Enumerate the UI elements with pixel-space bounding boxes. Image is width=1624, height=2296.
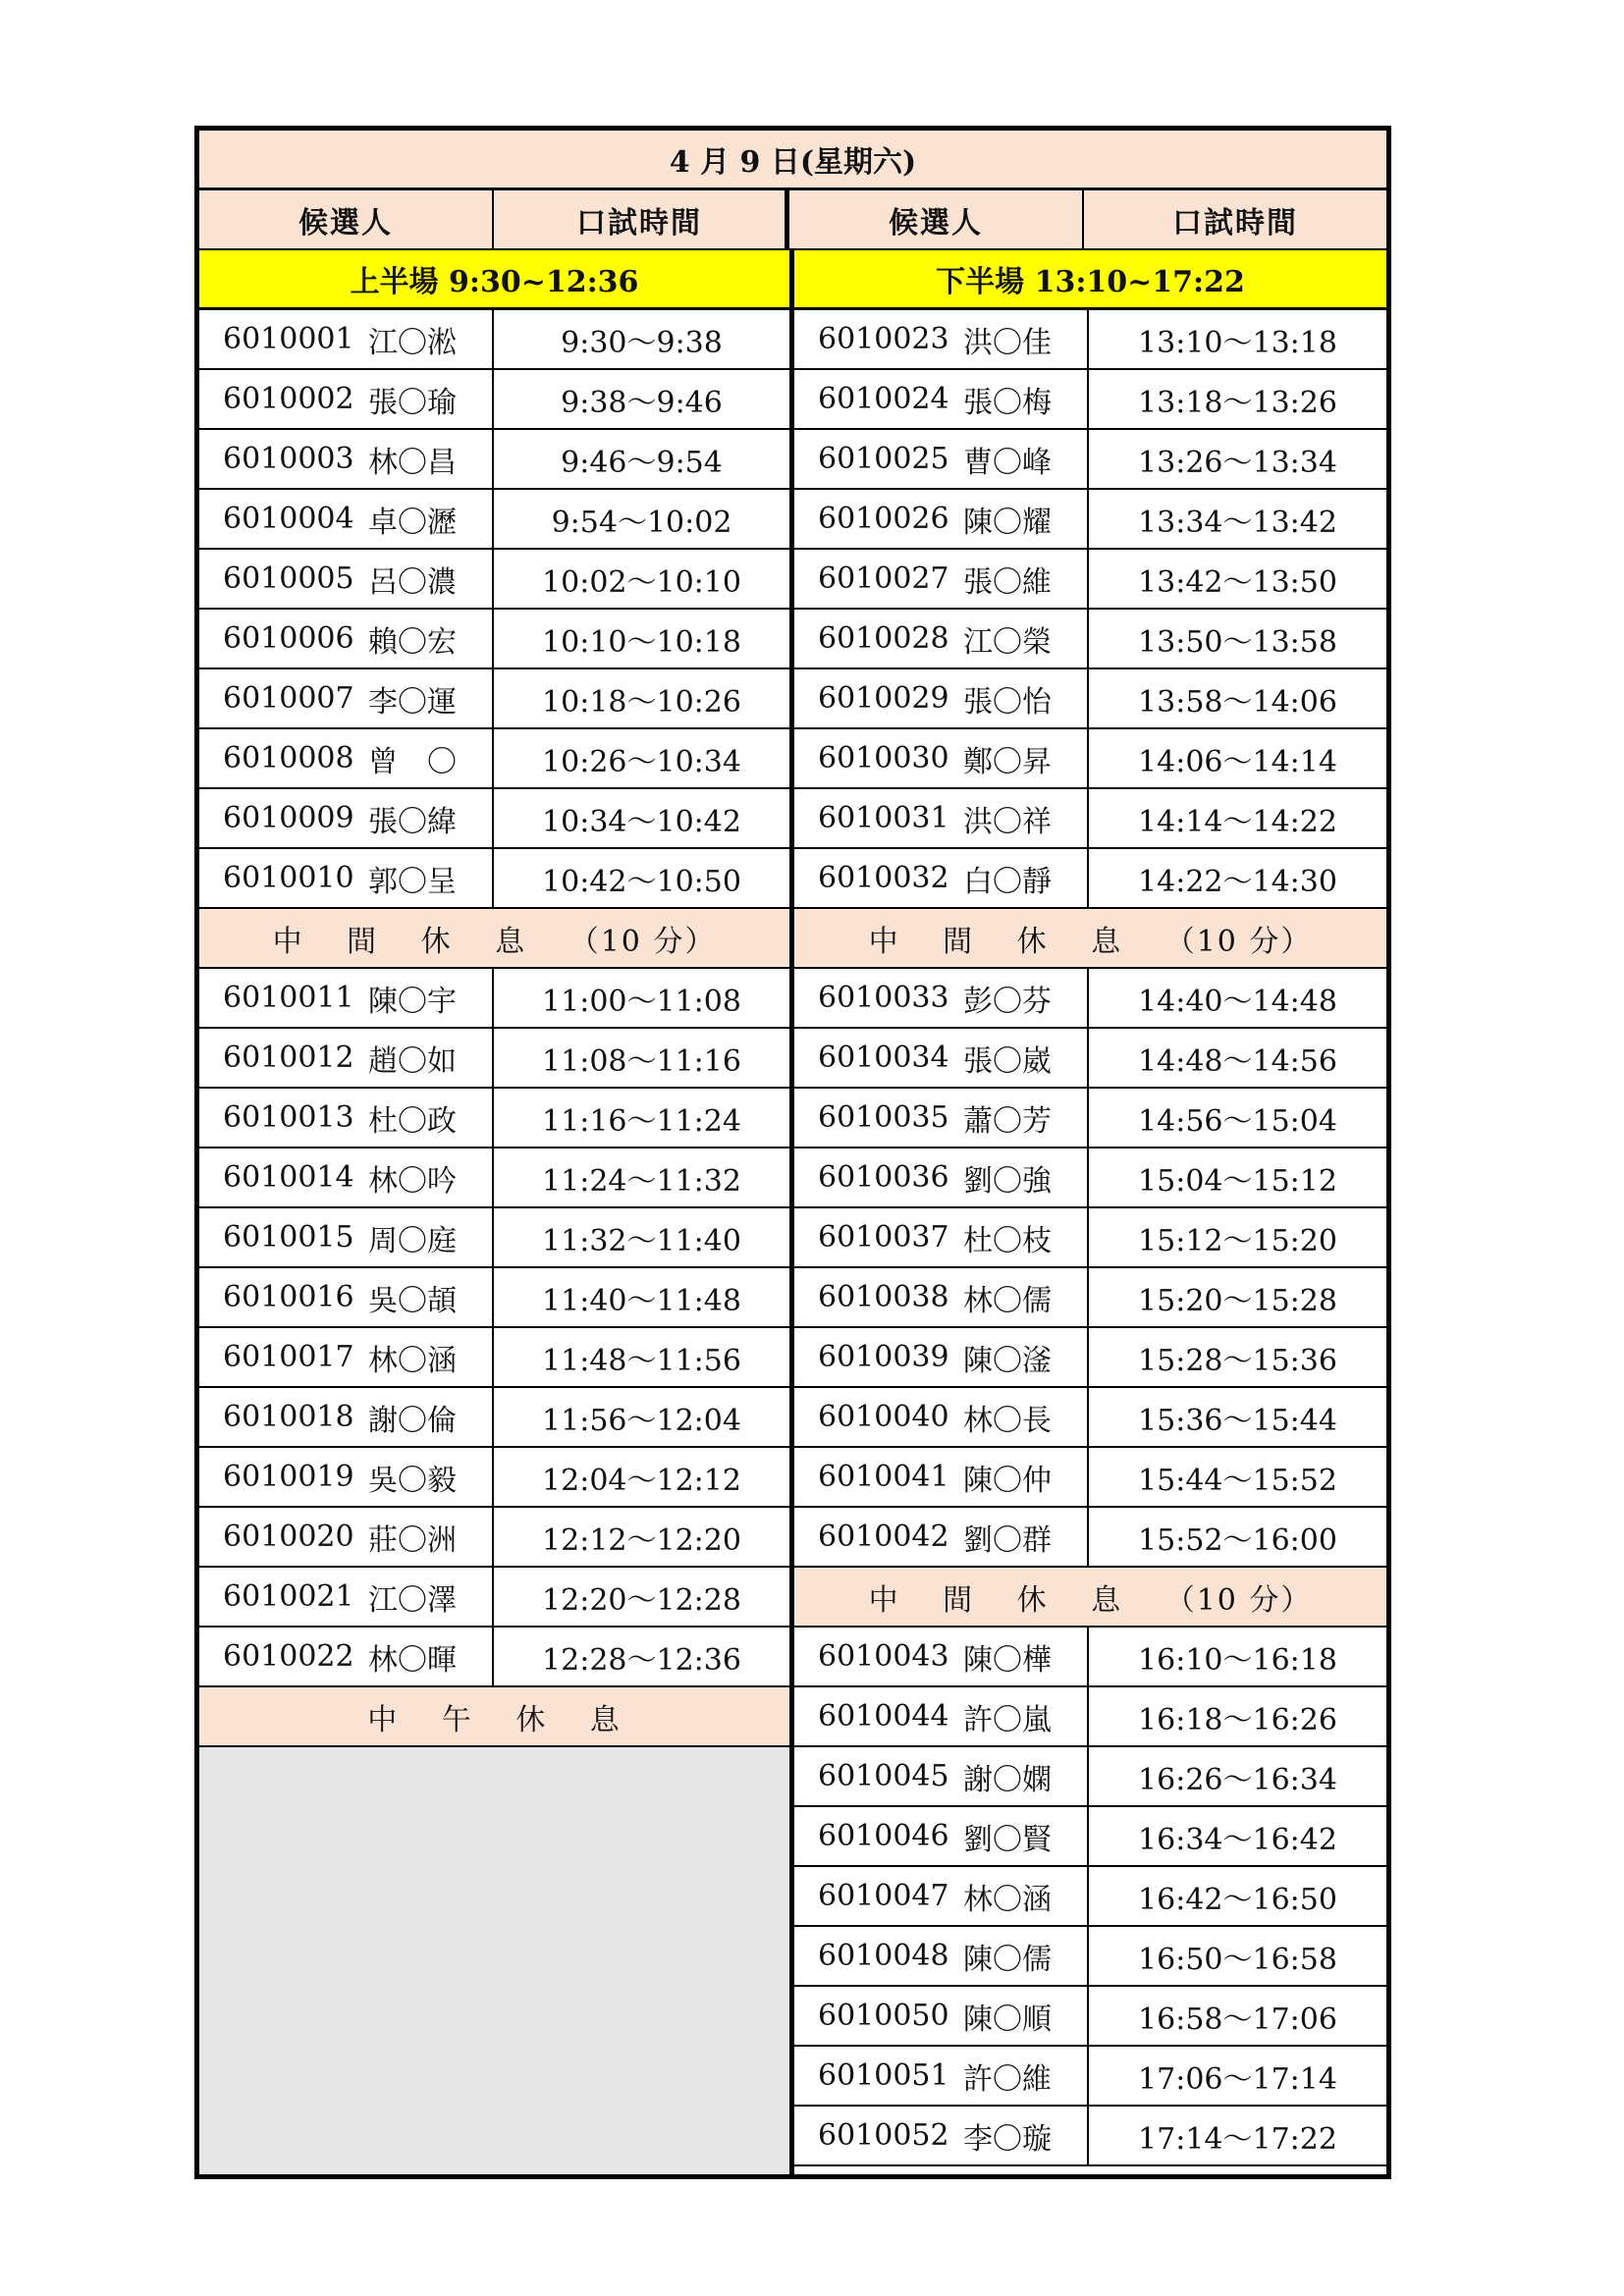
interview-time: 11:08～11:16 [542, 1043, 741, 1079]
candidate-cell [794, 1089, 1089, 1147]
interview-time: 9:46～9:54 [561, 445, 723, 480]
candidate-name: 莊〇洲 [368, 1522, 457, 1558]
candidate-name: 周〇庭 [368, 1223, 457, 1258]
table-row [794, 1508, 1386, 1568]
candidate-name: 江〇淞 [368, 325, 457, 360]
candidate-name: 陳〇仲 [963, 1463, 1052, 1498]
candidate-cell [794, 669, 1089, 727]
table-row [794, 1148, 1386, 1208]
break-row: 中 午 休 息 [199, 1687, 789, 1747]
candidate-name: 林〇暉 [368, 1642, 457, 1678]
interview-time: 13:50～13:58 [1138, 624, 1337, 660]
candidate-id: 6010003 [223, 442, 354, 476]
table-row [199, 1328, 789, 1388]
table-row [794, 1448, 1386, 1508]
table-row [199, 669, 789, 729]
interview-time: 16:18～16:26 [1138, 1702, 1337, 1737]
candidate-id: 6010052 [818, 2118, 949, 2153]
candidate-cell [199, 310, 494, 368]
candidate-name: 張〇維 [963, 564, 1052, 600]
candidate-name: 蕭〇芳 [963, 1103, 1052, 1139]
interview-time: 10:34～10:42 [542, 804, 741, 839]
candidate-id: 6010040 [818, 1400, 949, 1434]
table-row [794, 1927, 1386, 1987]
interview-time: 13:26～13:34 [1138, 445, 1337, 480]
candidate-name: 林〇昌 [368, 445, 457, 480]
candidate-name: 呂〇濃 [368, 564, 457, 600]
candidate-cell [794, 1208, 1089, 1266]
candidate-cell [794, 370, 1089, 428]
interview-time: 15:04～15:12 [1138, 1163, 1337, 1199]
interview-time: 15:28～15:36 [1138, 1343, 1337, 1378]
interview-time: 11:00～11:08 [542, 984, 741, 1019]
table-row [794, 849, 1386, 909]
candidate-cell [794, 1867, 1089, 1925]
candidate-cell [794, 1807, 1089, 1865]
candidate-name: 張〇怡 [963, 684, 1052, 720]
table-row [794, 1807, 1386, 1867]
candidate-cell [794, 969, 1089, 1027]
table-row [199, 1148, 789, 1208]
interview-time: 10:10～10:18 [542, 624, 741, 660]
interview-time: 15:44～15:52 [1138, 1463, 1337, 1498]
interview-time: 15:12～15:20 [1138, 1223, 1337, 1258]
candidate-id: 6010006 [223, 621, 354, 656]
candidate-name: 杜〇政 [368, 1103, 457, 1139]
candidate-name: 林〇儒 [963, 1283, 1052, 1318]
table-row [199, 490, 789, 550]
interview-time: 16:10～16:18 [1138, 1642, 1337, 1678]
candidate-cell [794, 550, 1089, 608]
break-row: 中 間 休 息 （10 分） [794, 1568, 1386, 1628]
candidate-name: 陳〇滏 [963, 1343, 1052, 1378]
candidate-cell [794, 490, 1089, 548]
interview-time: 17:14～17:22 [1138, 2121, 1337, 2157]
candidate-name: 林〇涵 [368, 1343, 457, 1378]
candidate-id: 6010051 [818, 2058, 949, 2093]
candidate-cell [794, 430, 1089, 488]
interview-time: 10:18～10:26 [542, 684, 741, 720]
interview-time: 11:24～11:32 [542, 1163, 741, 1199]
interview-time: 16:34～16:42 [1138, 1822, 1337, 1857]
interview-time: 14:22～14:30 [1138, 864, 1337, 899]
candidate-id: 6010048 [818, 1939, 949, 1973]
table-row [794, 669, 1386, 729]
table-row [199, 729, 789, 789]
interview-time: 14:14～14:22 [1138, 804, 1337, 839]
candidate-cell [794, 1687, 1089, 1745]
candidate-cell [794, 1927, 1089, 1985]
interview-time: 12:28～12:36 [542, 1642, 741, 1678]
candidate-name: 陳〇宇 [368, 984, 457, 1019]
candidate-name: 曾 〇 [368, 744, 457, 779]
interview-time: 15:36～15:44 [1138, 1403, 1337, 1438]
candidate-id: 6010015 [223, 1220, 354, 1255]
candidate-name: 張〇崴 [963, 1043, 1052, 1079]
candidate-cell [199, 610, 494, 667]
candidate-name: 陳〇儒 [963, 1942, 1052, 1977]
candidate-id: 6010038 [818, 1280, 949, 1314]
empty-area [199, 1747, 789, 2174]
table-row [199, 310, 789, 370]
candidate-id: 6010012 [223, 1041, 354, 1075]
interview-time: 16:58～17:06 [1138, 2002, 1337, 2037]
candidate-id: 6010043 [818, 1639, 949, 1674]
table-row [199, 1388, 789, 1448]
candidate-name: 劉〇強 [963, 1163, 1052, 1199]
afternoon-column [794, 310, 1386, 2174]
candidate-id: 6010016 [223, 1280, 354, 1314]
header-time-left: 口試時間 [494, 190, 789, 250]
candidate-cell [794, 1388, 1089, 1446]
interview-time: 13:10～13:18 [1138, 325, 1337, 360]
candidate-id: 6010029 [818, 681, 949, 716]
candidate-id: 6010024 [818, 382, 949, 416]
candidate-cell [794, 1268, 1089, 1326]
candidate-id: 6010046 [818, 1819, 949, 1853]
header-candidate-right: 候選人 [789, 190, 1084, 250]
table-row [199, 1268, 789, 1328]
candidate-name: 洪〇祥 [963, 804, 1052, 839]
table-row [794, 1687, 1386, 1747]
candidate-name: 劉〇賢 [963, 1822, 1052, 1857]
candidate-name: 謝〇嫻 [963, 1762, 1052, 1797]
candidate-name: 陳〇耀 [963, 505, 1052, 540]
candidate-id: 6010037 [818, 1220, 949, 1255]
candidate-id: 6010021 [223, 1579, 354, 1614]
interview-time: 13:42～13:50 [1138, 564, 1337, 600]
table-row [794, 310, 1386, 370]
table-row [794, 430, 1386, 490]
interview-time: 14:56～15:04 [1138, 1103, 1337, 1139]
candidate-name: 曹〇峰 [963, 445, 1052, 480]
candidate-cell [199, 729, 494, 787]
candidate-id: 6010001 [223, 322, 354, 356]
table-row [794, 1029, 1386, 1089]
candidate-id: 6010026 [818, 502, 949, 536]
candidate-name: 卓〇瀝 [368, 505, 457, 540]
interview-time: 9:54～10:02 [551, 505, 732, 540]
candidate-id: 6010044 [818, 1699, 949, 1734]
table-row [794, 729, 1386, 789]
table-row [794, 1089, 1386, 1148]
candidate-name: 林〇長 [963, 1403, 1052, 1438]
header-candidate-left: 候選人 [199, 190, 494, 250]
table-row [199, 1568, 789, 1628]
candidate-name: 杜〇枝 [963, 1223, 1052, 1258]
interview-time: 13:34～13:42 [1138, 505, 1337, 540]
table-row [199, 849, 789, 909]
candidate-cell [794, 610, 1089, 667]
table-row [794, 1628, 1386, 1687]
header-time-right: 口試時間 [1084, 190, 1386, 250]
candidate-name: 江〇澤 [368, 1582, 457, 1618]
candidate-id: 6010031 [818, 801, 949, 835]
candidate-cell [794, 1747, 1089, 1805]
candidate-cell [199, 969, 494, 1027]
candidate-cell [794, 1148, 1089, 1206]
candidate-cell [199, 1089, 494, 1147]
table-row [794, 2107, 1386, 2166]
interview-time: 12:12～12:20 [542, 1522, 741, 1558]
table-row [794, 969, 1386, 1029]
interview-time: 14:06～14:14 [1138, 744, 1337, 779]
candidate-name: 彭〇芬 [963, 984, 1052, 1019]
candidate-name: 劉〇群 [963, 1522, 1052, 1558]
candidate-id: 6010017 [223, 1340, 354, 1374]
table-row [794, 370, 1386, 430]
candidate-name: 白〇靜 [963, 864, 1052, 899]
interview-time: 11:32～11:40 [542, 1223, 741, 1258]
candidate-id: 6010013 [223, 1100, 354, 1135]
candidate-id: 6010019 [223, 1460, 354, 1494]
interview-time: 15:20～15:28 [1138, 1283, 1337, 1318]
candidate-cell [199, 1268, 494, 1326]
candidate-id: 6010023 [818, 322, 949, 356]
candidate-id: 6010045 [818, 1759, 949, 1793]
candidate-id: 6010014 [223, 1160, 354, 1195]
candidate-name: 洪〇佳 [963, 325, 1052, 360]
interview-time: 12:04～12:12 [542, 1463, 741, 1498]
table-row [199, 1508, 789, 1568]
interview-time: 11:16～11:24 [542, 1103, 741, 1139]
table-row [794, 1328, 1386, 1388]
interview-time: 10:26～10:34 [542, 744, 741, 779]
candidate-cell [199, 370, 494, 428]
interview-time: 11:48～11:56 [542, 1343, 741, 1378]
interview-time: 12:20～12:28 [542, 1582, 741, 1618]
table-row [794, 1987, 1386, 2047]
candidate-cell [199, 1148, 494, 1206]
candidate-cell [199, 490, 494, 548]
candidate-id: 6010008 [223, 741, 354, 775]
candidate-cell [794, 1628, 1089, 1685]
interview-time: 17:06～17:14 [1138, 2061, 1337, 2097]
table-row [794, 490, 1386, 550]
candidate-cell [794, 310, 1089, 368]
candidate-id: 6010032 [818, 861, 949, 895]
table-row [794, 610, 1386, 669]
candidate-id: 6010011 [223, 981, 354, 1015]
interview-time: 10:02～10:10 [542, 564, 741, 600]
interview-time: 14:40～14:48 [1138, 984, 1337, 1019]
candidate-id: 6010047 [818, 1879, 949, 1913]
candidate-id: 6010022 [223, 1639, 354, 1674]
candidate-id: 6010028 [818, 621, 949, 656]
candidate-cell [794, 849, 1089, 907]
interview-time: 14:48～14:56 [1138, 1043, 1337, 1079]
candidate-name: 林〇吟 [368, 1163, 457, 1199]
candidate-id: 6010030 [818, 741, 949, 775]
interview-time: 13:18～13:26 [1138, 385, 1337, 420]
candidate-cell [199, 1568, 494, 1626]
interview-time: 16:42～16:50 [1138, 1882, 1337, 1917]
candidate-id: 6010007 [223, 681, 354, 716]
candidate-cell [199, 1029, 494, 1087]
candidate-name: 陳〇樺 [963, 1642, 1052, 1678]
interview-time: 13:58～14:06 [1138, 684, 1337, 720]
candidate-cell [199, 1508, 494, 1566]
candidate-id: 6010009 [223, 801, 354, 835]
interview-time: 16:50～16:58 [1138, 1942, 1337, 1977]
candidate-name: 林〇涵 [963, 1882, 1052, 1917]
interview-time: 15:52～16:00 [1138, 1522, 1337, 1558]
candidate-id: 6010002 [223, 382, 354, 416]
candidate-cell [199, 1448, 494, 1506]
candidate-name: 謝〇倫 [368, 1403, 457, 1438]
candidate-name: 陳〇順 [963, 2002, 1052, 2037]
candidate-cell [794, 2047, 1089, 2105]
candidate-cell [199, 1628, 494, 1685]
candidate-cell [794, 1508, 1089, 1566]
candidate-id: 6010039 [818, 1340, 949, 1374]
candidate-id: 6010004 [223, 502, 354, 536]
session-morning: 上半場 9:30~12:36 [199, 250, 794, 310]
candidate-name: 江〇榮 [963, 624, 1052, 660]
candidate-name: 趙〇如 [368, 1043, 457, 1079]
candidate-cell [794, 2107, 1089, 2164]
table-row [199, 1208, 789, 1268]
candidate-cell [199, 669, 494, 727]
candidate-name: 許〇維 [963, 2061, 1052, 2097]
candidate-cell [199, 430, 494, 488]
candidate-cell [199, 1388, 494, 1446]
candidate-name: 吳〇頡 [368, 1283, 457, 1318]
schedule-table [194, 126, 1391, 2179]
candidate-id: 6010018 [223, 1400, 354, 1434]
candidate-name: 鄭〇昇 [963, 744, 1052, 779]
candidate-name: 許〇嵐 [963, 1702, 1052, 1737]
candidate-cell [794, 1448, 1089, 1506]
table-row [199, 430, 789, 490]
table-row [199, 789, 789, 849]
break-row: 中 間 休 息 （10 分） [794, 909, 1386, 969]
candidate-cell [794, 729, 1089, 787]
table-row [794, 1747, 1386, 1807]
candidate-id: 6010020 [223, 1520, 354, 1554]
candidate-name: 吳〇毅 [368, 1463, 457, 1498]
candidate-cell [199, 1328, 494, 1386]
candidate-id: 6010033 [818, 981, 949, 1015]
candidate-name: 李〇璇 [963, 2121, 1052, 2157]
interview-time: 9:38～9:46 [561, 385, 723, 420]
candidate-id: 6010025 [818, 442, 949, 476]
candidate-name: 賴〇宏 [368, 624, 457, 660]
table-row [794, 2047, 1386, 2107]
table-row [199, 1029, 789, 1089]
candidate-cell [794, 789, 1089, 847]
table-row [199, 1089, 789, 1148]
candidate-cell [794, 1987, 1089, 2045]
morning-column [199, 310, 794, 2174]
table-row [199, 1448, 789, 1508]
table-row [794, 1268, 1386, 1328]
header-row [199, 190, 1386, 250]
interview-time: 10:42～10:50 [542, 864, 741, 899]
table-row [199, 969, 789, 1029]
table-row [199, 370, 789, 430]
table-row [794, 1208, 1386, 1268]
candidate-id: 6010036 [818, 1160, 949, 1195]
candidate-id: 6010035 [818, 1100, 949, 1135]
candidate-name: 張〇瑜 [368, 385, 457, 420]
candidate-id: 6010005 [223, 561, 354, 596]
candidate-name: 郭〇呈 [368, 864, 457, 899]
table-row [199, 1628, 789, 1687]
candidate-cell [199, 550, 494, 608]
candidate-cell [199, 849, 494, 907]
candidate-cell [794, 1328, 1089, 1386]
interview-time: 9:30～9:38 [561, 325, 723, 360]
table-row [794, 1388, 1386, 1448]
table-row [794, 789, 1386, 849]
break-row: 中 間 休 息 （10 分） [199, 909, 789, 969]
candidate-cell [199, 1208, 494, 1266]
table-title: 4 月 9 日(星期六) [199, 131, 1386, 190]
candidate-cell [794, 1029, 1089, 1087]
table-row [794, 1867, 1386, 1927]
candidate-id: 6010050 [818, 1999, 949, 2033]
candidate-id: 6010042 [818, 1520, 949, 1554]
candidate-id: 6010010 [223, 861, 354, 895]
table-row [199, 610, 789, 669]
candidate-name: 李〇運 [368, 684, 457, 720]
interview-time: 11:56～12:04 [542, 1403, 741, 1438]
table-row [199, 550, 789, 610]
candidate-id: 6010041 [818, 1460, 949, 1494]
interview-time: 11:40～11:48 [542, 1283, 741, 1318]
interview-time: 16:26～16:34 [1138, 1762, 1337, 1797]
candidate-name: 張〇梅 [963, 385, 1052, 420]
session-row [199, 250, 1386, 310]
candidate-name: 張〇緯 [368, 804, 457, 839]
candidate-id: 6010027 [818, 561, 949, 596]
session-afternoon: 下半場 13:10~17:22 [794, 250, 1386, 310]
candidate-cell [199, 789, 494, 847]
table-row [794, 550, 1386, 610]
candidate-id: 6010034 [818, 1041, 949, 1075]
